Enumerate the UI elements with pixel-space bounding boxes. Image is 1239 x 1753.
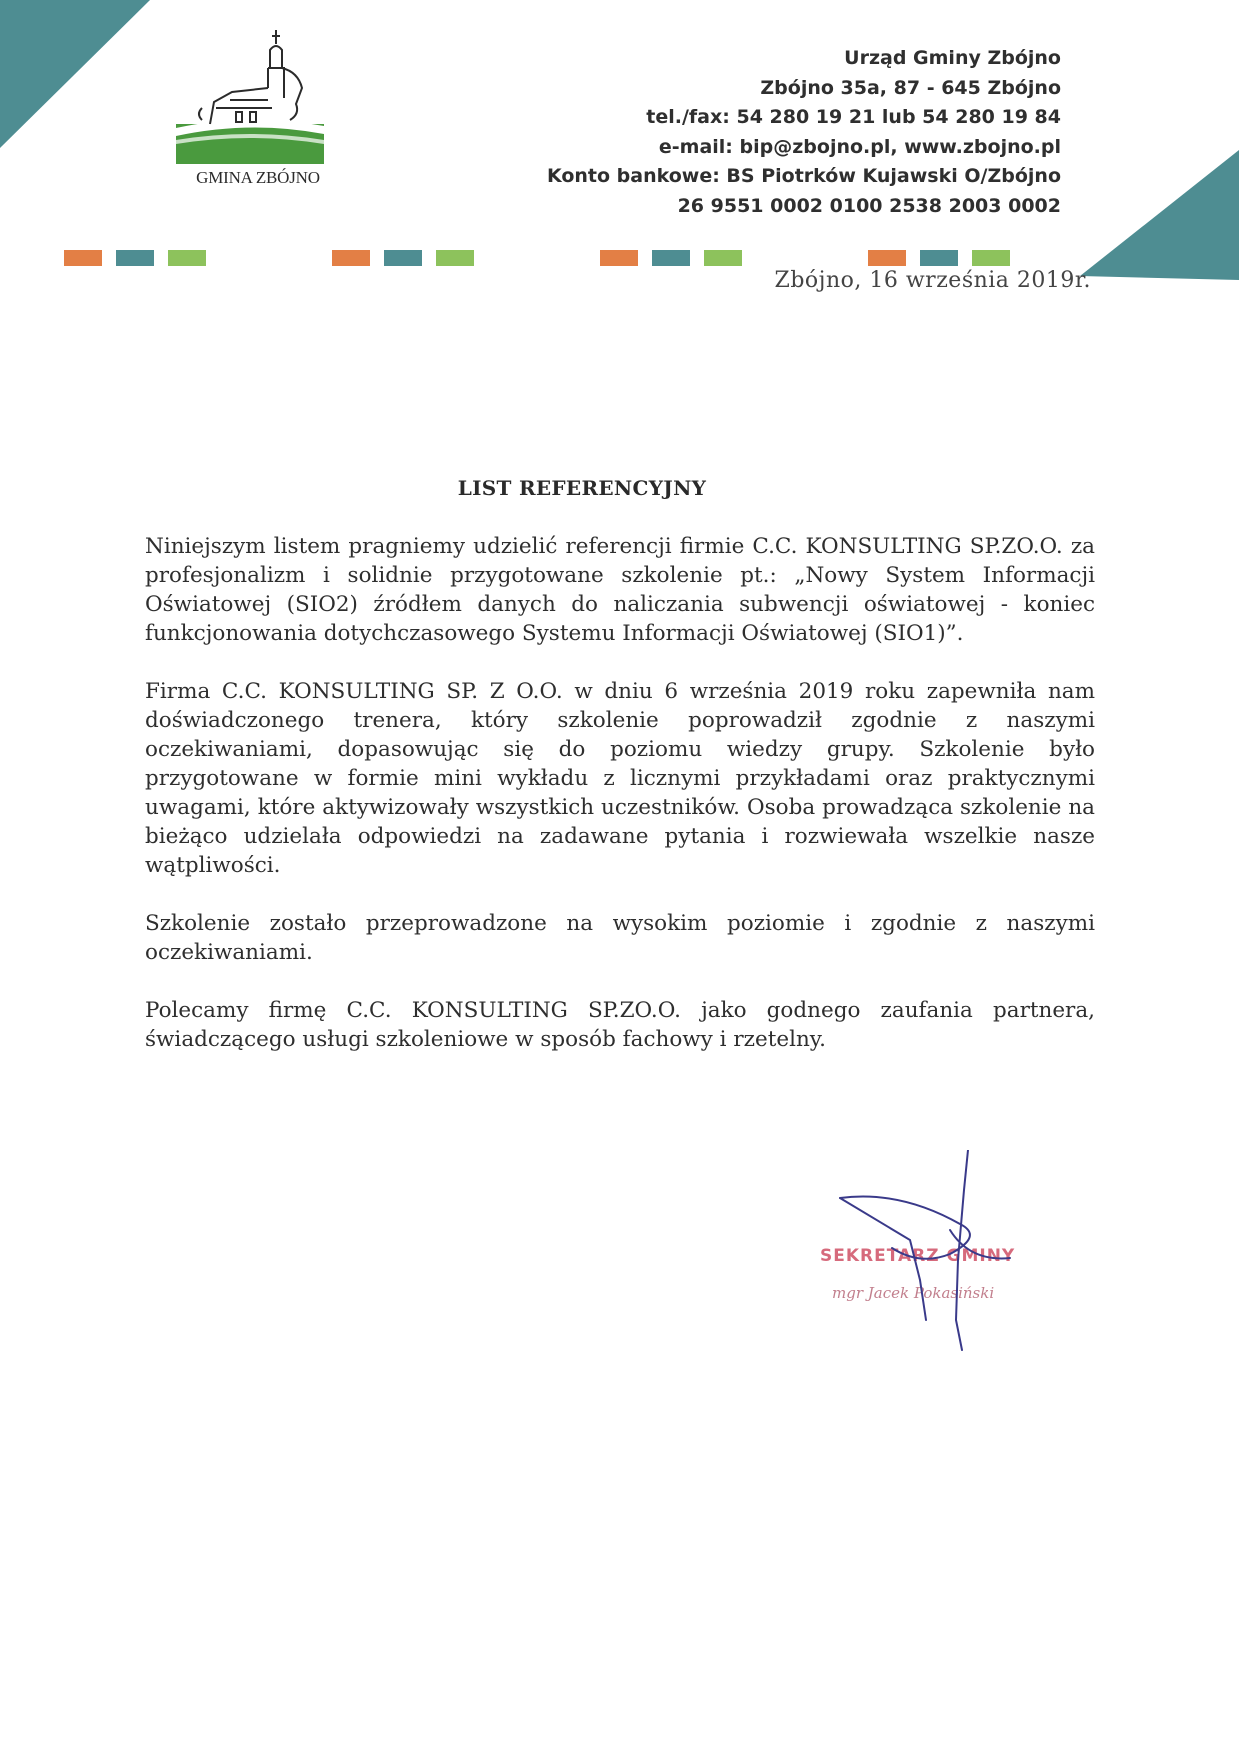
letter-date: Zbójno, 16 września 2019r. <box>774 268 1091 293</box>
color-bar-teal <box>116 250 154 266</box>
body-paragraph: Polecamy firmę C.C. KONSULTING SP.ZO.O. jako godnego zaufania partnera, świadczącego usługi szkoleniowe w sposób fachowy i rzetelny. <box>145 998 1095 1052</box>
stamp-name: mgr Jacek Pokasiński <box>832 1284 995 1302</box>
stamp-title: SEKRETARZ GMINY <box>820 1246 1016 1266</box>
gmina-logo <box>172 28 344 196</box>
office-contact-block <box>461 44 1061 221</box>
office-address: Zbójno 35a, 87 - 645 Zbójno <box>760 76 1061 99</box>
corner-triangle-top-left <box>0 0 150 150</box>
color-bar-teal <box>652 250 690 266</box>
logo-caption: GMINA ZBÓJNO <box>196 168 320 187</box>
color-bar-orange <box>600 250 638 266</box>
color-bar-green <box>168 250 206 266</box>
body-paragraph: Firma C.C. KONSULTING SP. Z O.O. w dniu 6 września 2019 roku zapewniła nam doświadczonego trenera, który szkolenie poprowadził zgodnie z naszymi oczekiwaniami, dopasowując się do poziomu wiedzy grupy. Szkolenie było przygotowane w formie mini wykładu z licznymi przykładami oraz praktycznymi uwagami, które aktywizowały wszystkich uczestników. Osoba prowadząca szkolenie na bieżąco udzielała odpowiedzi na zadawane pytania i rozwiewała wszelkie nasze wątpliwości. <box>145 679 1095 878</box>
office-bank: Konto bankowe: BS Piotrków Kujawski O/Zbójno <box>546 165 1061 187</box>
office-email-web: e-mail: bip@zbojno.pl, www.zbojno.pl <box>658 135 1061 158</box>
signature-stamp <box>800 1150 1060 1370</box>
color-bar-teal <box>920 250 958 266</box>
office-phone: tel./fax: 54 280 19 21 lub 54 280 19 84 <box>646 106 1061 128</box>
color-bar-green <box>972 250 1010 266</box>
color-bar-green <box>436 250 474 266</box>
church-landscape-icon <box>172 28 344 168</box>
color-bar-orange <box>868 250 906 266</box>
color-bar-orange <box>332 250 370 266</box>
decorative-color-bars <box>0 250 1239 270</box>
handwritten-signature <box>800 1150 1060 1370</box>
body-paragraph: Szkolenie zostało przeprowadzone na wysokim poziomie i zgodnie z naszymi oczekiwaniami. <box>145 911 1095 965</box>
office-account-number: 26 9551 0002 0100 2538 2003 0002 <box>677 194 1061 217</box>
letter-body <box>145 532 1095 1083</box>
color-bar-orange <box>64 250 102 266</box>
color-bar-teal <box>384 250 422 266</box>
color-bar-green <box>704 250 742 266</box>
office-name: Urząd Gminy Zbójno <box>844 47 1061 69</box>
document-title: LIST REFERENCYJNY <box>457 476 707 500</box>
body-paragraph: Niniejszym listem pragniemy udzielić referencji firmie C.C. KONSULTING SP.ZO.O. za profesjonalizm i solidnie przygotowane szkolenie pt.: „Nowy System Informacji Oświatowej (SIO2) źródłem danych do naliczania subwencji oświatowej - koniec funkcjonowania dotychczasowego Systemu Informacji Oświatowej (SIO1)”. <box>145 534 1095 646</box>
